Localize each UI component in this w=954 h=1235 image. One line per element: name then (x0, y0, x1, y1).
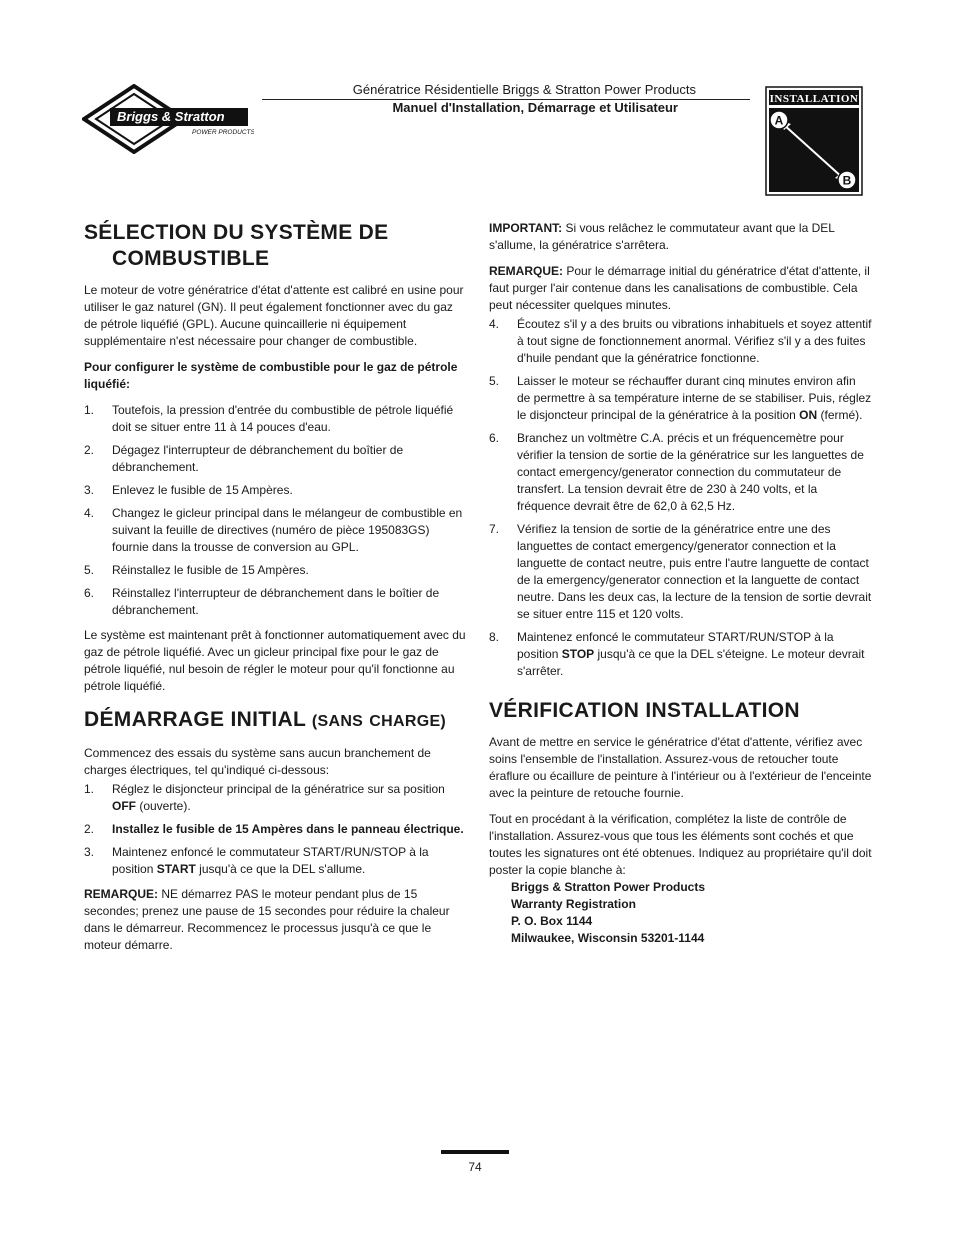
verify-section-title: VÉRIFICATION INSTALLATION (489, 699, 800, 722)
startup-step: 2. Installez le fusible de 15 Ampères dans le panneau électrique. (84, 822, 464, 836)
verify-paragraph-1: Avant de mettre en service le génératrice d'état d'attente, vérifiez avec soins l'ensemble de l'installation. Assurez-vous de retoucher toute éraflure ou écaillure de peinture à l'intérieur ou à l'extérieur de l'enceinte avec la peinture de retouche fournie. (489, 735, 872, 800)
startup-steps-list-b (489, 316, 872, 680)
fuel-sub-heading: Pour configurer le système de combustible pour le gaz de pétrole liquéfié: (84, 360, 458, 391)
address-line: Warranty Registration (511, 897, 636, 911)
fuel-step: 2. Dégagez l'interrupteur de débranchement du boîtier de débranchement. (84, 443, 404, 474)
badge-point-a: A (774, 113, 784, 128)
important-note: IMPORTANT: Si vous relâchez le commutateur avant que la DEL s'allume, la génératrice s'arrêtera. (489, 221, 835, 252)
fuel-step: 4. Changez le gicleur principal dans le mélangeur de combustible en suivant la feuille de directives (numéro de pièce 195083GS) fournie dans la trousse de conversion au GPL. (84, 506, 463, 554)
left-column (84, 220, 466, 963)
header-manual-title: Manuel d'Installation, Démarrage et Utilisateur (392, 100, 678, 115)
fuel-step: 5. Réinstallez le fusible de 15 Ampères. (84, 563, 309, 577)
warranty-address (489, 879, 872, 947)
badge-title: INSTALLATION (769, 93, 859, 105)
fuel-intro: Le moteur de votre génératrice d'état d'attente est calibré en usine pour utiliser le gaz naturel (GN). Il peut également fonctionner avec du gaz de pétrole liquéfié (GPL). Aucune quincaillerie ni équipement supplémentaire n'est nécessaire pour changer de combustible. (84, 283, 464, 348)
page-number-rule (441, 1150, 509, 1154)
startup-step: 6. Branchez un voltmètre C.A. précis et un fréquencemètre pour vérifier la tension de sortie de la génératrice sur les languettes de contact emergency/generator connection du commutateur de transfert. La tension devrait être de 230 à 240 volts, et la fréquence devrait être de 62,0 à 62,5 Hz. (489, 431, 864, 513)
startup-step: 7. Vérifiez la tension de sortie de la génératrice entre une des languettes de contact emergency/generator connection et la languette de contact neutre, puis entre l'autre languette de contact de la emergency/generator connection et la languette de contact neutre. Dans les deux cas, la lecture de la tension de sortie devrait se situer entre 115 et 120 volts. (489, 522, 872, 621)
page-number: 74 (468, 1160, 482, 1174)
startup-step: 8. Maintenez enfoncé le commutateur START/RUN/STOP à la position STOP jusqu'à ce que la DEL s'éteigne. Le moteur devrait s'arrêter. (489, 630, 865, 678)
fuel-section-title: SÉLECTION DU SYSTÈME DE COMBUSTIBLE (84, 221, 389, 270)
startup-intro: Commencez des essais du système sans aucun branchement de charges électriques, tel qu'indiqué ci-dessous: (84, 746, 431, 777)
fuel-outro: Le système est maintenant prêt à fonctionner automatiquement avec du gaz de pétrole liquéfié. Avec un gicleur principal fixe pour le gaz de pétrole liquéfié, nul besoin de régler le moteur pour qu'il fonctionne au pétrole liquéfié. (84, 628, 466, 693)
address-line: Briggs & Stratton Power Products (511, 880, 706, 894)
startup-step: 3. Maintenez enfoncé le commutateur START/RUN/STOP à la position START jusqu'à ce que la DEL s'allume. (84, 845, 429, 876)
address-line: P. O. Box 1144 (511, 914, 593, 928)
logo-sub-text: POWER PRODUCTS (192, 129, 254, 136)
startup-step: 1. Réglez le disjoncteur principal de la génératrice sur sa position OFF (ouverte). (84, 782, 445, 813)
fuel-steps-list (84, 402, 466, 619)
fuel-step: 6. Réinstallez l'interrupteur de débranchement dans le boîtier de débranchement. (84, 586, 440, 617)
purge-note: REMARQUE: Pour le démarrage initial du génératrice d'état d'attente, il faut purger l'air contenue dans les canalisations de combustible. Cela peut nécessiter quelques minutes. (489, 264, 870, 312)
startup-note: REMARQUE: NE démarrez PAS le moteur pendant plus de 15 secondes; prenez une pause de 15 secondes pour réduire la chaleur dans le démarreur. Recommencez le processus jusqu'à ce que le moteur démarre. (84, 887, 450, 952)
startup-section-title: DÉMARRAGE INITIAL (SANS CHARGE) (84, 708, 447, 731)
badge-point-b: B (842, 173, 852, 188)
address-line: Milwaukee, Wisconsin 53201-1144 (511, 931, 705, 945)
startup-steps-list-a (84, 781, 466, 878)
right-column (489, 220, 872, 947)
verify-paragraph-2: Tout en procédant à la vérification, complétez la liste de contrôle de l'installation. Assurez-vous que tous les éléments sont cochés et que toutes les signatures ont été obtenues. Indiquez au propriétaire qu'il doit poster la copie blanche à: (489, 812, 872, 877)
briggs-stratton-logo (82, 84, 254, 154)
startup-step: 4. Écoutez s'il y a des bruits ou vibrations inhabituels et soyez attentif à tout signe de fonctionnement anormal. Vérifiez s'il y a des fuites d'huile pendant que la génératrice fonctionne. (489, 317, 872, 365)
logo-brand-text: Briggs & Stratton (117, 109, 225, 124)
fuel-step: 1. Toutefois, la pression d'entrée du combustible de pétrole liquéfié doit se situer entre 11 à 14 pouces d'eau. (84, 403, 454, 434)
header-product-line: Génératrice Résidentielle Briggs & Stratton Power Products (352, 82, 696, 97)
installation-badge (765, 86, 863, 196)
fuel-step: 3. Enlevez le fusible de 15 Ampères. (84, 483, 293, 497)
startup-step: 5. Laisser le moteur se réchauffer durant cinq minutes environ afin de permettre à sa température interne de se stabiliser. Puis, réglez le disjoncteur principal de la génératrice à la position ON (fermé). (489, 374, 872, 422)
